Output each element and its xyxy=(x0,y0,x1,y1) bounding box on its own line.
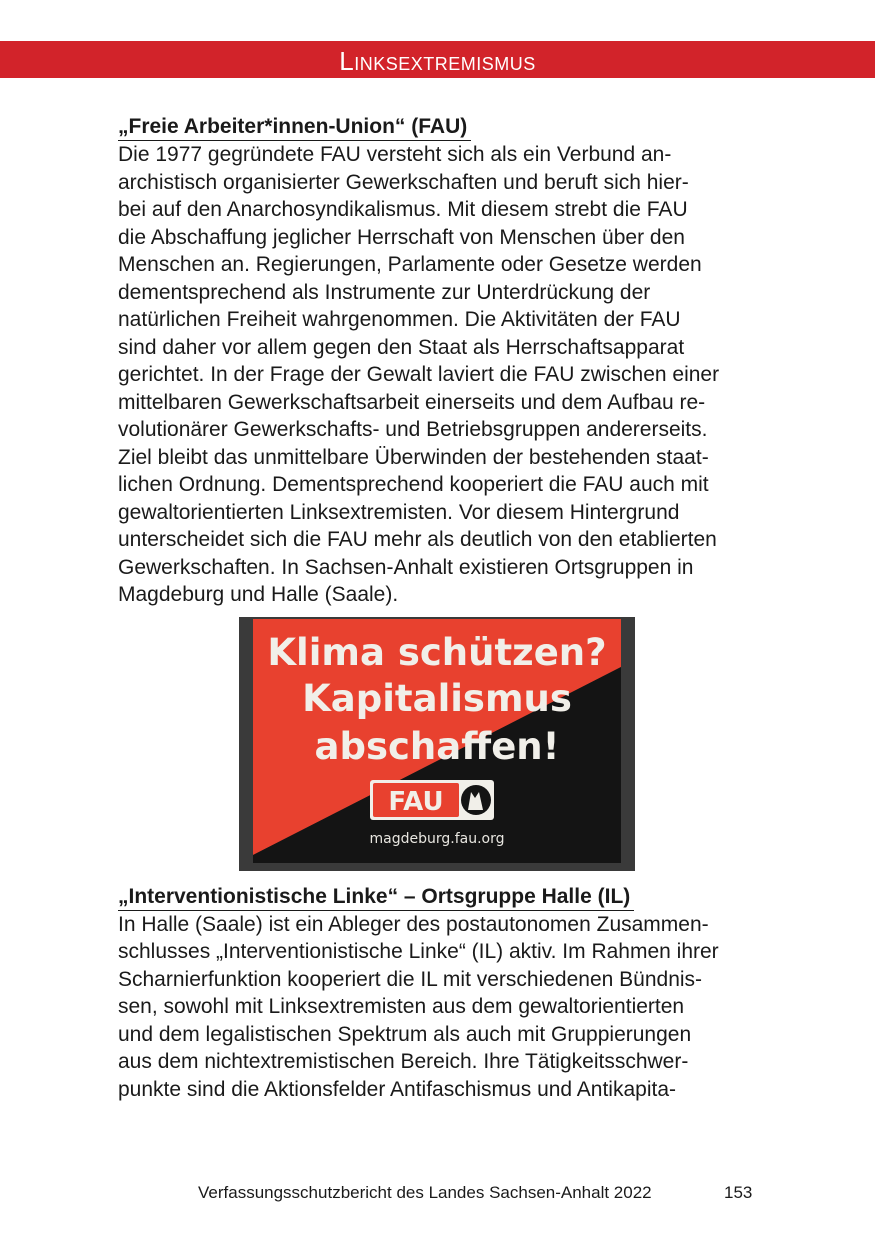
paragraph-line: bei auf den Anarchosyndikalismus. Mit diesem strebt die FAU xyxy=(118,198,688,221)
fau-logo-text: FAU xyxy=(388,786,444,817)
cat-icon xyxy=(461,785,491,815)
section-heading-il: „Interventionistische Linke“ – Ortsgruppe Halle (IL) xyxy=(118,883,634,911)
paragraph-line: mittelbaren Gewerkschaftsarbeit einerseits und dem Aufbau re- xyxy=(118,390,706,414)
paragraph-line: sen, sowohl mit Linksextremisten aus dem gewaltorientierten xyxy=(118,995,685,1018)
section-body-il xyxy=(118,911,758,1104)
paragraph-line: sind daher vor allem gegen den Staat als Herrschaftsapparat xyxy=(118,335,685,359)
paragraph-line: archistisch organisierter Gewerkschaften und beruft sich hier- xyxy=(118,170,689,194)
page-number: 153 xyxy=(724,1183,753,1202)
sticker-line-3: abschaffen! xyxy=(314,724,560,768)
paragraph-line: unterscheidet sich die FAU mehr als deutlich von den etablierten xyxy=(118,528,717,551)
paragraph-line: Gewerkschaften. In Sachsen-Anhalt existieren Ortsgruppen in xyxy=(118,555,694,579)
section-heading-fau: „Freie Arbeiter*innen-Union“ (FAU) xyxy=(118,113,471,141)
paragraph-line: Scharnierfunktion kooperiert die IL mit verschiedenen Bündnis- xyxy=(118,967,703,991)
paragraph-line: punkte sind die Aktionsfelder Antifaschismus und Antikapita- xyxy=(118,1077,676,1101)
paragraph-line: In Halle (Saale) ist ein Ableger des postautonomen Zusammen- xyxy=(118,912,709,936)
paragraph-line: natürlichen Freiheit wahrgenommen. Die Aktivitäten der FAU xyxy=(118,308,681,331)
sticker-photo xyxy=(239,617,635,871)
section-body-fau xyxy=(118,141,758,609)
paragraph-line: dementsprechend als Instrumente zur Unterdrückung der xyxy=(118,280,651,304)
paragraph-line: Ziel bleibt das unmittelbare Überwinden der bestehenden staat- xyxy=(118,445,709,469)
sticker-line-2: Kapitalismus xyxy=(302,676,572,720)
sticker-line-1: Klima schützen? xyxy=(267,630,607,674)
paragraph-line: lichen Ordnung. Dementsprechend kooperiert die FAU auch mit xyxy=(118,473,709,496)
sticker-graphic xyxy=(239,617,635,871)
header-bar xyxy=(0,41,875,78)
paragraph-line: gerichtet. In der Frage der Gewalt laviert die FAU zwischen einer xyxy=(118,363,720,386)
main-content xyxy=(118,113,758,1103)
paragraph-line: aus dem nichtextremistischen Bereich. Ihre Tätigkeitsschwer- xyxy=(118,1050,689,1073)
footer-text: Verfassungsschutzbericht des Landes Sachsen-Anhalt 2022 xyxy=(198,1183,652,1202)
sticker-url: magdeburg.fau.org xyxy=(369,830,505,847)
paragraph-line: volutionärer Gewerkschafts- und Betriebsgruppen andererseits. xyxy=(118,418,708,441)
header-title: Linksextremismus xyxy=(339,46,536,76)
paragraph-line: Die 1977 gegründete FAU versteht sich als ein Verbund an- xyxy=(118,143,672,166)
paragraph-line: gewaltorientierten Linksextremisten. Vor diesem Hintergrund xyxy=(118,500,680,524)
paragraph-line: Magdeburg und Halle (Saale). xyxy=(118,583,399,606)
paragraph-line: Menschen an. Regierungen, Parlamente oder Gesetze werden xyxy=(118,253,702,276)
paragraph-line: schlusses „Interventionistische Linke“ (IL) aktiv. Im Rahmen ihrer xyxy=(118,940,719,963)
paragraph-line: und dem legalistischen Spektrum als auch mit Gruppierungen xyxy=(118,1022,692,1046)
paragraph-line: die Abschaffung jeglicher Herrschaft von Menschen über den xyxy=(118,225,685,249)
